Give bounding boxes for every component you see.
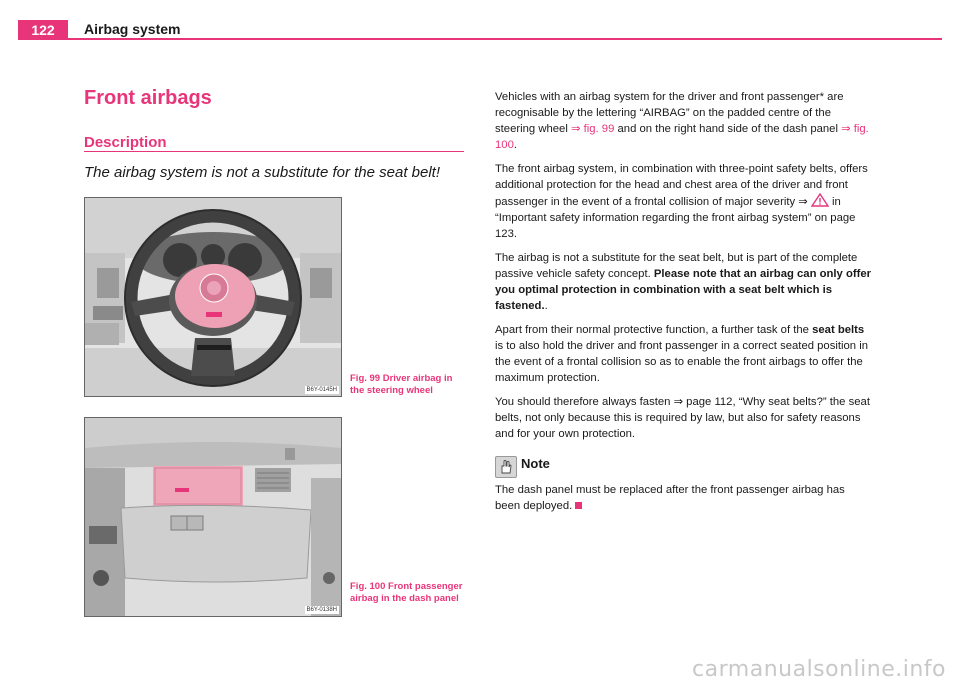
- intro-statement: The airbag system is not a substitute for the seat belt!: [84, 164, 441, 181]
- running-header: Airbag system: [84, 21, 181, 37]
- watermark: carmanualsonline.info: [692, 657, 946, 682]
- text: The front airbag system, in combination with three-point safety belts, offers additional protection for the head and chest area of the driver and front passenger in the event of a frontal collision of major severity ⇒: [495, 163, 868, 208]
- figure-link[interactable]: ⇒ fig. 99: [570, 123, 615, 135]
- figure-code: B6Y-0145H: [306, 387, 337, 393]
- subheading-rule: [84, 151, 464, 152]
- paragraph: [495, 250, 873, 314]
- figure-passenger-airbag: [84, 417, 342, 617]
- note-title: Note: [521, 456, 550, 471]
- figure-driver-airbag: [84, 197, 342, 397]
- note-text: [495, 482, 873, 514]
- paragraph: [495, 322, 873, 386]
- text: Apart from their normal protective function, a further task of the: [495, 324, 813, 336]
- steering-wheel-illustration: [85, 198, 341, 396]
- text: The dash panel must be replaced after the front passenger airbag has been deployed.: [495, 484, 845, 512]
- header-rule: [18, 38, 942, 40]
- end-of-section-icon: [575, 502, 582, 509]
- figure-code: B6Y-0138H: [306, 607, 337, 613]
- text: in “Important safety information regarding the front airbag system” on page 123.: [495, 196, 856, 240]
- paragraph: [495, 89, 873, 153]
- text: is to also hold the driver and front passenger in a correct seated position in the event of a frontal collision so as to enable the front airbags to offer the maximum protection.: [495, 340, 869, 384]
- body-text: [495, 89, 873, 522]
- paragraph: [495, 161, 873, 242]
- figure-caption: Fig. 100 Front passenger airbag in the dash panel: [350, 581, 463, 604]
- figure-caption: Fig. 99 Driver airbag in the steering wheel: [350, 373, 453, 396]
- text: The airbag is not a substitute for the seat belt, but is part of the complete passive vehicle safety concept.: [495, 252, 858, 280]
- section-heading: Front airbags: [84, 87, 212, 109]
- note-block: [495, 456, 873, 514]
- subsection-heading: Description: [84, 134, 167, 151]
- page-number: 122: [18, 20, 68, 40]
- text: .: [513, 139, 517, 151]
- dash-panel-illustration: [85, 418, 341, 616]
- text: .: [544, 300, 548, 312]
- emphasis-text: seat belts: [812, 324, 865, 336]
- emphasis-text: Please note that an airbag can only offer you optimal protection in combination with a seat belt which is fastened.: [495, 268, 872, 312]
- paragraph: You should therefore always fasten ⇒ page 112, “Why seat belts?” the seat belts, not only because this is required by law, but also for safety reasons and for your own protection.: [495, 396, 870, 440]
- text: Vehicles with an airbag system for the driver and front passenger* are recognisable by the lettering “AIRBAG” on the padded centre of the steering wheel: [495, 91, 844, 135]
- warning-triangle-icon: [811, 193, 829, 207]
- figure-link[interactable]: ⇒ fig. 100: [495, 123, 869, 151]
- note-hand-icon: [495, 456, 517, 478]
- text: and on the right hand side of the dash panel: [614, 123, 842, 135]
